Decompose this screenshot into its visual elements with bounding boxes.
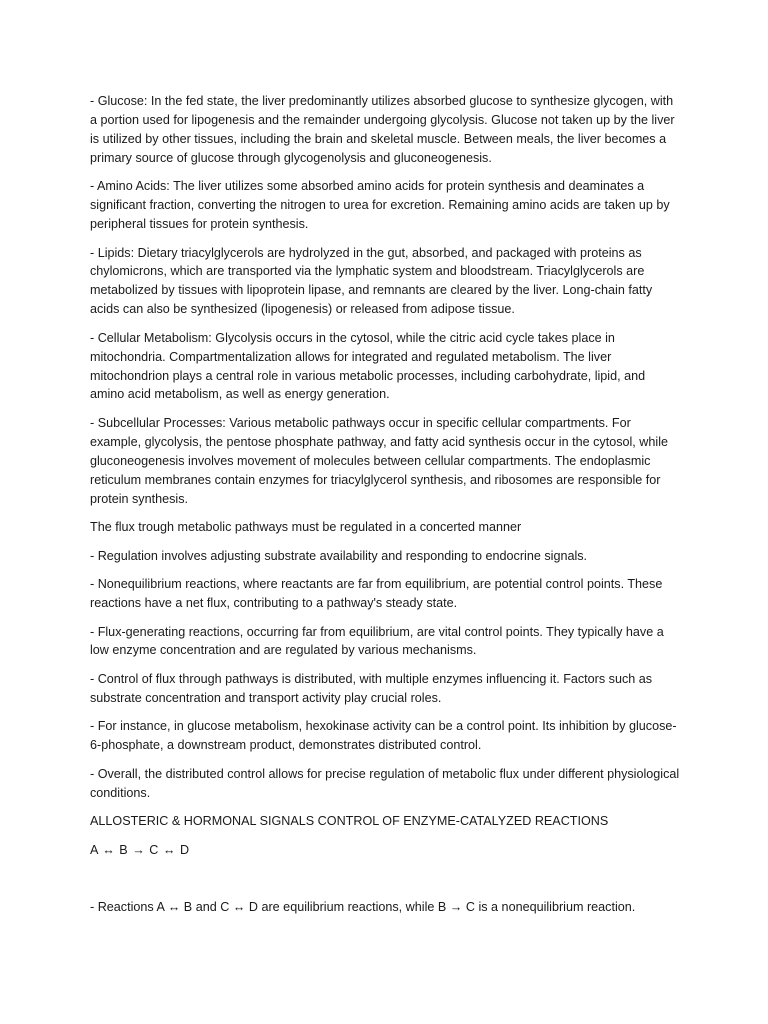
document-body bbox=[90, 92, 682, 926]
paragraph-regulation: - Regulation involves adjusting substrate availability and responding to endocrine signals. bbox=[90, 548, 588, 563]
paragraph-hexokinase-example: - For instance, in glucose metabolism, hexokinase activity can be a control point. Its inhibition by glucose-6-phosphate, a downstream product, demonstrates distributed control. bbox=[90, 719, 677, 753]
reaction-equation: A ↔ B → C ↔ D bbox=[90, 842, 190, 857]
paragraph-lipids: - Lipids: Dietary triacylglycerols are hydrolyzed in the gut, absorbed, and packaged with proteins as chylomicrons, which are transported via the lymphatic system and bloodstream. Triacylglycerols are metabolized by tissues with lipoprotein lipase, and remnants are cleared by the liver. Long-chain fatty acids can also be synthesized (lipogenesis) or released from adipose tissue. bbox=[90, 245, 653, 317]
paragraph-subcellular-processes: - Subcellular Processes: Various metabolic pathways occur in specific cellular compartments. For example, glycolysis, the pentose phosphate pathway, and fatty acid synthesis occur in the cytosol, while gluconeogenesis involves movement of molecules between cellular compartments. The endoplasmic reticulum membranes contain enzymes for triacylglycerol synthesis, and ribosomes are responsible for protein synthesis. bbox=[90, 415, 668, 506]
paragraph-control-of-flux: - Control of flux through pathways is distributed, with multiple enzymes influencing it. Factors such as substrate concentration and transport activity play crucial roles. bbox=[90, 671, 653, 705]
paragraph-flux-generating: - Flux-generating reactions, occurring far from equilibrium, are vital control points. They typically have a low enzyme concentration and are regulated by various mechanisms. bbox=[90, 624, 664, 658]
paragraph-overall: - Overall, the distributed control allows for precise regulation of metabolic flux under different physiological conditions. bbox=[90, 766, 680, 800]
paragraph-amino-acids: - Amino Acids: The liver utilizes some absorbed amino acids for protein synthesis and deaminates a significant fraction, converting the nitrogen to urea for excretion. Remaining amino acids are taken up by peripheral tissues for protein synthesis. bbox=[90, 179, 670, 232]
paragraph-nonequilibrium: - Nonequilibrium reactions, where reactants are far from equilibrium, are potential control points. These reactions have a net flux, contributing to a pathway's steady state. bbox=[90, 577, 663, 610]
paragraph-flux-regulation-heading: The flux trough metabolic pathways must be regulated in a concerted manner bbox=[90, 520, 522, 535]
section-heading-allosteric: ALLOSTERIC & HORMONAL SIGNALS CONTROL OF ENZYME-CATALYZED REACTIONS bbox=[90, 814, 609, 829]
paragraph-cellular-metabolism: - Cellular Metabolism: Glycolysis occurs in the cytosol, while the citric acid cycle takes place in mitochondria. Compartmentalization allows for integrated and regulated metabolism. The liver mitochondrion plays a central role in various metabolic processes, including carbohydrate, lipid, and amino acid metabolism, as well as energy generation. bbox=[90, 330, 646, 402]
paragraph-glucose: - Glucose: In the fed state, the liver predominantly utilizes absorbed glucose to synthesize glycogen, with a portion used for lipogenesis and the remainder undergoing glycolysis. Glucose not taken up by the liver is utilized by other tissues, including the brain and skeletal muscle. Between meals, the liver becomes a primary source of glucose through glycogenolysis and gluconeogenesis. bbox=[90, 94, 675, 165]
paragraph-reaction-types: - Reactions A ↔ B and C ↔ D are equilibrium reactions, while B → C is a nonequilibrium reaction. bbox=[90, 899, 636, 914]
